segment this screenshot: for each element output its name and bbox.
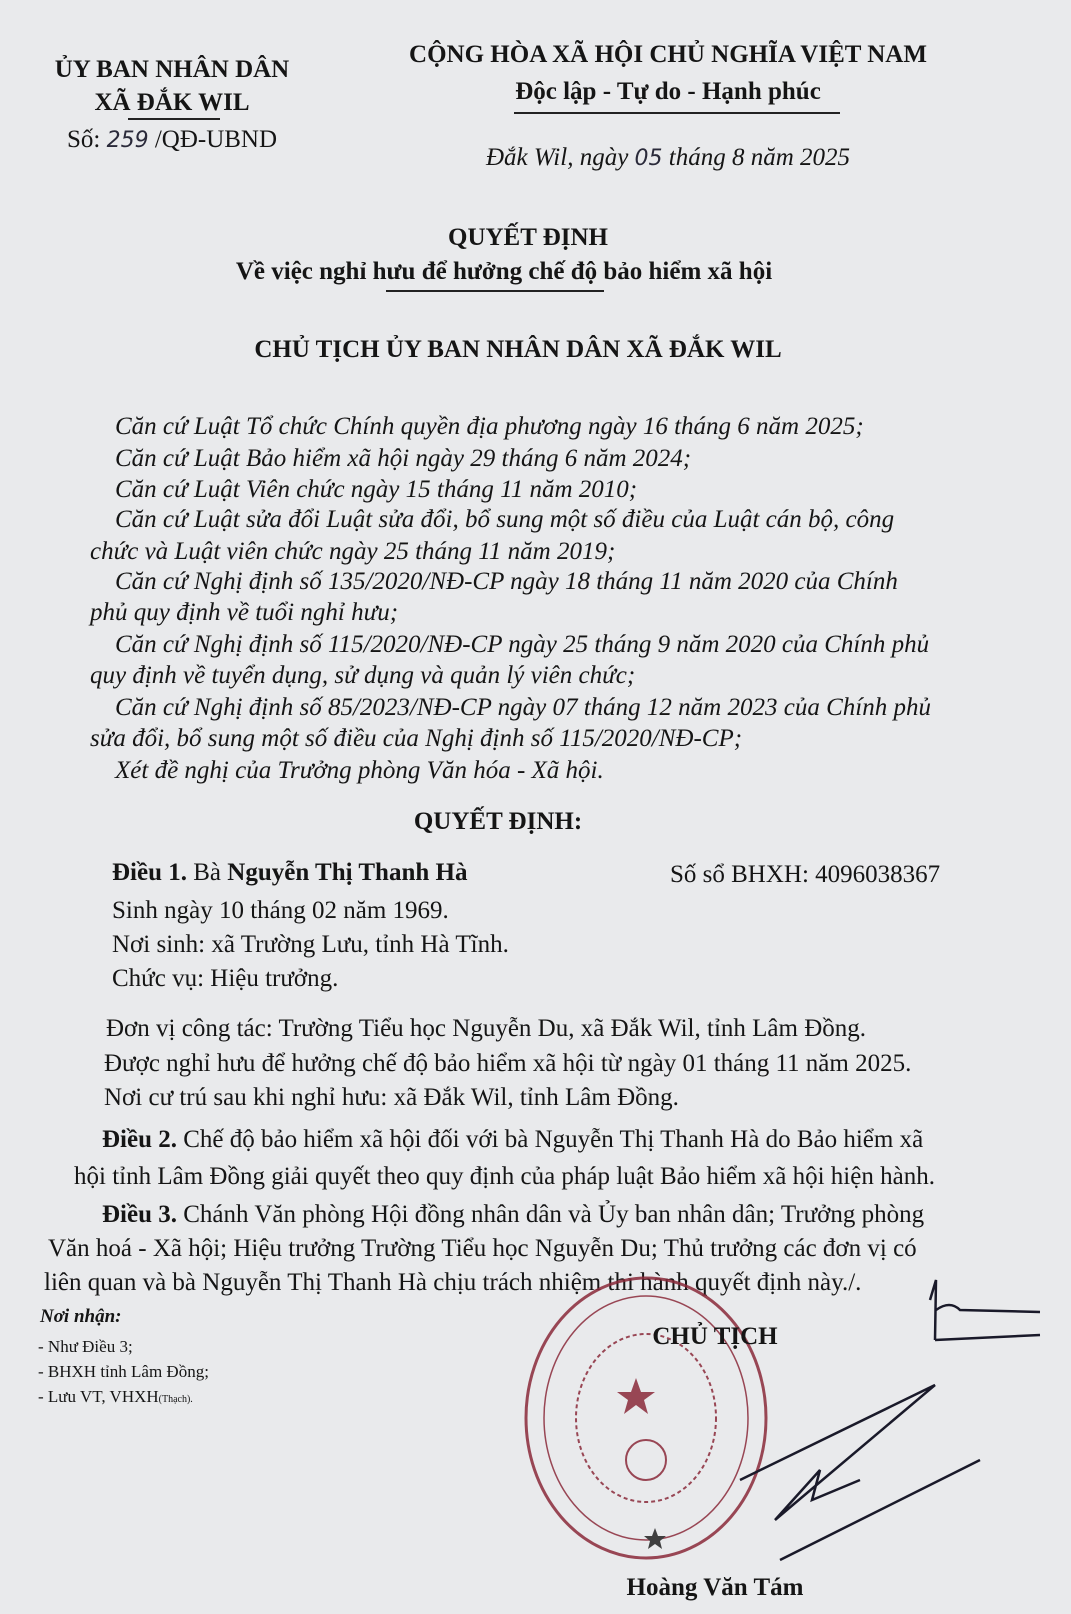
date-day: 05 xyxy=(634,146,663,171)
number-prefix: Số: xyxy=(66,126,101,153)
ground-line: Căn cứ Luật Viên chức ngày 15 tháng 11 năm 2010; xyxy=(115,476,638,503)
number-handwritten: 259 xyxy=(106,128,149,153)
article-1-line: Được nghỉ hưu để hưởng chế độ bảo hiểm xã hội từ ngày 01 tháng 11 năm 2025. xyxy=(104,1050,912,1077)
agency-commune: XÃ ĐẮK WIL xyxy=(94,89,250,116)
article-2-label: Điều 2. xyxy=(102,1126,177,1153)
date-suffix: tháng 8 năm 2025 xyxy=(668,144,851,171)
signer-name: Hoàng Văn Tám xyxy=(626,1574,804,1601)
recipients-heading: Nơi nhận: xyxy=(40,1306,122,1327)
article-2-line: hội tỉnh Lâm Đồng giải quyết theo quy định của pháp luật Bảo hiểm xã hội hiện hành. xyxy=(74,1163,935,1190)
decision-subject: Về việc nghỉ hưu để hưởng chế độ bảo hiểm xã hội xyxy=(235,258,773,285)
ground-line: Căn cứ Luật Bảo hiểm xã hội ngày 29 tháng 6 năm 2024; xyxy=(115,445,692,472)
article-1-line: Sinh ngày 10 tháng 02 năm 1969. xyxy=(112,897,449,924)
article-3-text: Chánh Văn phòng Hội đồng nhân dân và Ủy ban nhân dân; Trưởng phòng xyxy=(183,1201,925,1228)
article-1-line: Nơi cư trú sau khi nghỉ hưu: xã Đắk Wil, tỉnh Lâm Đồng. xyxy=(104,1084,679,1111)
ground-line: Căn cứ Luật sửa đổi Luật sửa đổi, bổ sung một số điều của Luật cán bộ, công xyxy=(115,506,895,533)
article-1-line: Chức vụ: Hiệu trưởng. xyxy=(112,965,339,992)
signature-mark xyxy=(740,1280,1040,1560)
article-1-line: Nơi sinh: xã Trường Lưu, tỉnh Hà Tĩnh. xyxy=(112,931,509,958)
ground-line: chức và Luật viên chức ngày 25 tháng 11 năm 2019; xyxy=(90,538,616,565)
ground-line: sửa đổi, bổ sung một số điều của Nghị định số 115/2020/NĐ-CP; xyxy=(90,725,743,752)
recipient-text: - Lưu VT, VHXH xyxy=(38,1387,159,1406)
issuing-authority: CHỦ TỊCH ỦY BAN NHÂN DÂN XÃ ĐẮK WIL xyxy=(254,336,782,363)
ground-line: Căn cứ Nghị định số 135/2020/NĐ-CP ngày 18 tháng 11 năm 2020 của Chính xyxy=(115,568,898,595)
article-2-text: Chế độ bảo hiểm xã hội đối với bà Nguyễn Thị Thanh Hà do Bảo hiểm xã xyxy=(183,1126,924,1153)
ground-line: phủ quy định về tuổi nghỉ hưu; xyxy=(90,599,399,626)
motto: Độc lập - Tự do - Hạnh phúc xyxy=(515,78,821,105)
decision-heading: QUYẾT ĐỊNH: xyxy=(413,808,583,835)
ground-line: Xét đề nghị của Trưởng phòng Văn hóa - Xã hội. xyxy=(115,757,604,784)
recipient-handwritten-note: (Thạch). xyxy=(158,1394,193,1405)
signer-title: CHỦ TỊCH xyxy=(652,1323,778,1350)
number-suffix: /QĐ-UBND xyxy=(154,126,278,153)
recipient-item: - BHXH tỉnh Lâm Đồng; xyxy=(38,1362,209,1381)
title-prefix: Bà xyxy=(193,859,222,886)
social-insurance-number: Số sổ BHXH: 4096038367 xyxy=(670,861,941,888)
decision-title: QUYẾT ĐỊNH xyxy=(448,224,608,251)
person-name: Nguyễn Thị Thanh Hà xyxy=(227,859,468,886)
article-1-label: Điều 1. xyxy=(112,859,187,886)
article-3-line: Văn hoá - Xã hội; Hiệu trưởng Trường Tiểu học Nguyễn Du; Thủ trưởng các đơn vị có xyxy=(48,1235,917,1262)
article-1-line: Đơn vị công tác: Trường Tiểu học Nguyễn Du, xã Đắk Wil, tỉnh Lâm Đồng. xyxy=(106,1015,867,1042)
nation-title: CỘNG HÒA XÃ HỘI CHỦ NGHĨA VIỆT NAM xyxy=(409,41,927,68)
ground-line: Căn cứ Luật Tổ chức Chính quyền địa phương ngày 16 tháng 6 năm 2025; xyxy=(115,413,864,440)
recipient-item: - Như Điều 3; xyxy=(38,1337,133,1356)
official-stamp xyxy=(526,1278,766,1558)
date-prefix: Đắk Wil, ngày xyxy=(485,144,629,171)
article-3-line: liên quan và bà Nguyễn Thị Thanh Hà chịu trách nhiệm thi hành quyết định này./. xyxy=(44,1269,862,1296)
ground-line: quy định về tuyển dụng, sử dụng và quản lý viên chức; xyxy=(90,662,636,689)
ground-line: Căn cứ Nghị định số 115/2020/NĐ-CP ngày 25 tháng 9 năm 2020 của Chính phủ xyxy=(115,631,930,658)
agency-name: ỦY BAN NHÂN DÂN xyxy=(54,56,290,83)
ground-line: Căn cứ Nghị định số 85/2023/NĐ-CP ngày 07 tháng 12 năm 2023 của Chính phủ xyxy=(115,694,931,721)
article-3-label: Điều 3. xyxy=(102,1201,177,1228)
